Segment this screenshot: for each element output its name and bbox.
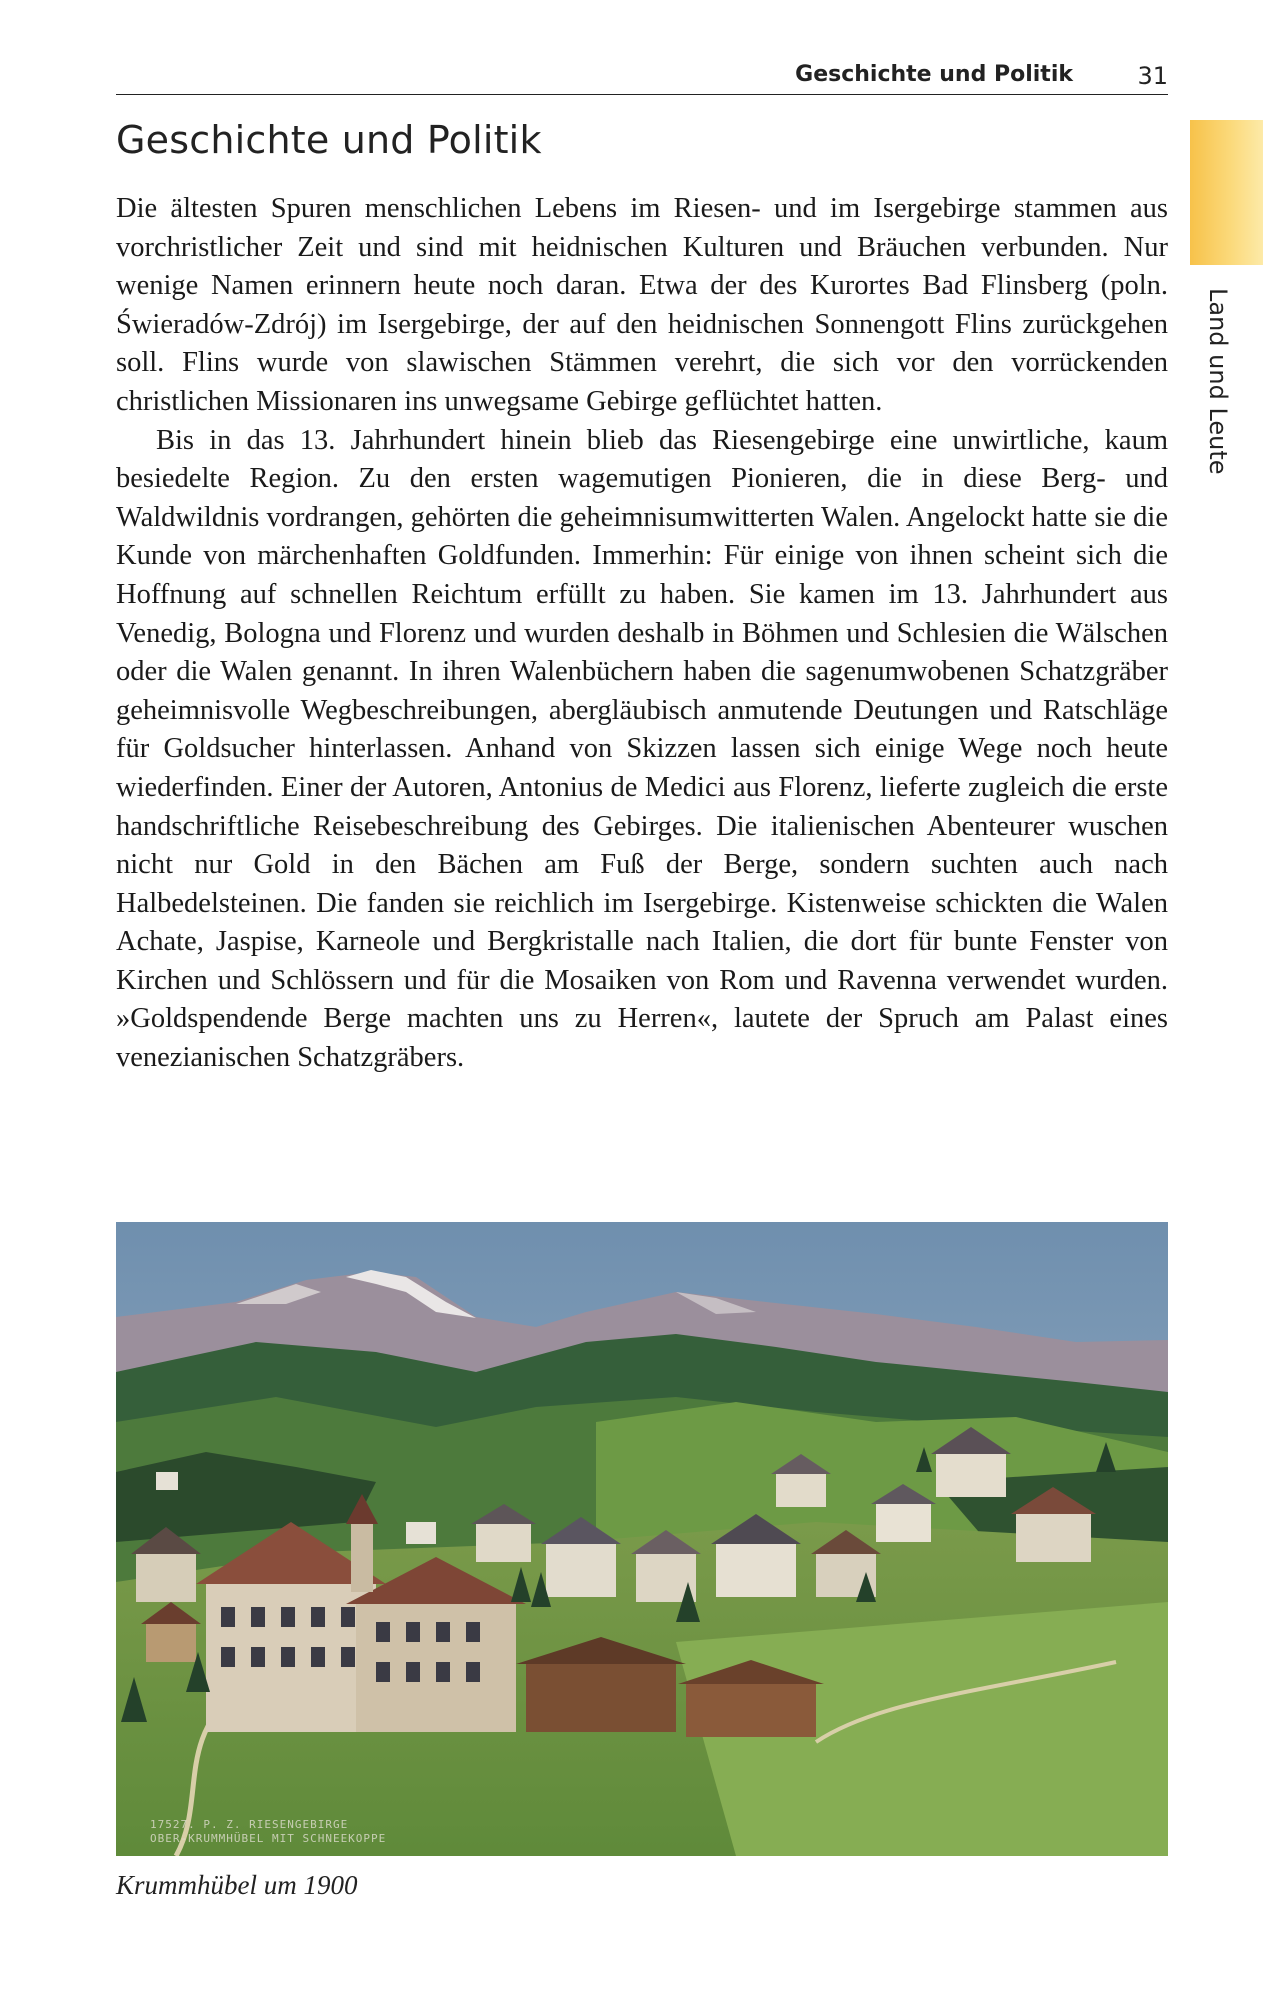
running-title: Geschichte und Politik: [795, 62, 1073, 87]
photo-caption: Krummhübel um 1900: [116, 1870, 358, 1900]
paragraph: Bis in das 13. Jahrhundert hinein blieb das Riesengebirge eine unwirtliche, kaum besiedelte Region. Zu den ersten wagemutigen Pionieren, die in diese Berg- und Waldwildnis vordrangen, gehörten die geheimnisumwitterten Walen. Angelockt hatte sie die Kunde von märchenhaften Goldfunden. Immerhin: Für einige von ihnen scheint sich die Hoffnung auf schnellen Reichtum erfüllt zu haben. Sie kamen im 13. Jahrhundert aus Venedig, Bologna und Florenz und wurden deshalb in Böhmen und Schlesien die Wälschen oder die Walen genannt. In ihren Walenbüchern haben die sagenumwobenen Schatzgräber geheimnisvolle Wegbeschreibungen, abergläubisch anmutende Deutungen und Ratschläge für Goldsucher hinterlassen. Anhand von Skizzen lassen sich einige Wege noch heute wiederfinden. Einer der Autoren, Antonius de Medici aus Florenz, lieferte zugleich die erste handschriftliche Reisebeschreibung des Gebirges. Die italienischen Abenteurer wuschen nicht nur Gold in den Bächen am Fuß der Berge, sondern suchten auch nach Halbedelsteinen. Die fanden sie reichlich im Isergebirge. Kistenweise schickten die Walen Achate, Jaspise, Karneole und Bergkristalle nach Italien, die dort für bunte Fenster von Kirchen und Schlössern und für die Mosaiken von Rom und Ravenna verwendet wurden. »Goldspendende Berge machten uns zu Herren«, lautete der Spruch am Palast eines venezianischen Schatzgräbers.: [116, 424, 1168, 1074]
section-title: Geschichte und Politik: [116, 118, 542, 162]
body-text: [116, 190, 1168, 1078]
chapter-tab-marker: [1190, 120, 1263, 265]
chapter-tab-label: Land und Leute: [1204, 288, 1232, 475]
photo-stamp: [150, 1818, 386, 1846]
page-number: 31: [1137, 62, 1168, 90]
photo-stamp-line: OBER-KRUMMHÜBEL MIT SCHNEEKOPPE: [150, 1832, 387, 1845]
photo-stamp-line: 17527. P. Z. RIESENGEBIRGE: [150, 1818, 349, 1831]
running-header: [116, 60, 1168, 95]
historic-photo-krummhuebel: [116, 1222, 1168, 1856]
paragraph: Die ältesten Spuren menschlichen Lebens im Riesen- und im Isergebirge stammen aus vorchristlicher Zeit und sind mit heidnischen Kulturen und Bräuchen verbunden. Nur wenige Namen erinnern heute noch daran. Etwa der des Kurortes Bad Flinsberg (poln. Świeradów-Zdrój) im Isergebirge, der auf den heidnischen Sonnengott Flins zurückgehen soll. Flins wurde von slawischen Stämmen verehrt, die sich vor den vorrückenden christlichen Missionaren ins unwegsame Gebirge geflüchtet hatten.: [116, 193, 1168, 417]
photo-illustration: [116, 1222, 1168, 1856]
